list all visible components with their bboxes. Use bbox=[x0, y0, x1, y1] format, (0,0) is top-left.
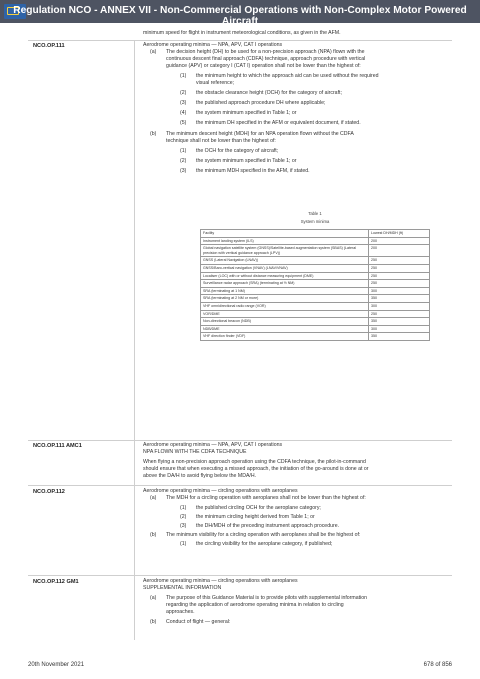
table-cell: Non-directional beacon (NDB) bbox=[201, 318, 369, 326]
table-cell: NDB/DME bbox=[201, 325, 369, 333]
list-item: the obstacle clearance height (OCH) for the category of aircraft; bbox=[196, 90, 342, 96]
table-cell: Surveillance radar approach (SRA) (terminating at ½ NM) bbox=[201, 280, 369, 288]
item-marker: (1) bbox=[180, 541, 187, 547]
para-line: The minimum descent height (MDH) for an NPA operation flown without the CDFA bbox=[166, 131, 354, 137]
rule-subtitle: NPA FLOWN WITH THE CDFA TECHNIQUE bbox=[143, 449, 247, 455]
list-item: the published approach procedure DH where applicable; bbox=[196, 100, 326, 106]
table-cell: 250 bbox=[369, 272, 430, 280]
table-row bbox=[201, 295, 430, 303]
table-cell: VHF direction finder (VDF) bbox=[201, 333, 369, 341]
rule-code: NCO.OP.111 bbox=[33, 43, 65, 49]
table-cell: Localiser (LOC) with or without distance measuring equipment (DME) bbox=[201, 272, 369, 280]
list-item: the DH/MDH of the preceding instrument approach procedure. bbox=[196, 523, 340, 529]
header-title: Regulation NCO - ANNEX VII - Non-Commercial Operations with Non-Complex Motor Powered Aircraft bbox=[13, 5, 467, 27]
item-marker: (1) bbox=[180, 505, 187, 511]
table-cell: 300 bbox=[369, 287, 430, 295]
table-cell: 350 bbox=[369, 333, 430, 341]
item-marker: (2) bbox=[180, 158, 187, 164]
table-cell: 300 bbox=[369, 325, 430, 333]
list-item: the minimum circling height derived from Table 1; or bbox=[196, 514, 315, 520]
table-row bbox=[201, 257, 430, 265]
para-line: The decision height (DH) to be used for a non-precision approach (NPA) flown with the bbox=[166, 49, 365, 55]
para-line: The purpose of this Guidance Material is to provide pilots with supplemental information bbox=[166, 595, 367, 601]
table-cell: VHF omnidirectional radio range (VOR) bbox=[201, 302, 369, 310]
table-cell: GNSS (Lateral Navigation (LNAV)) bbox=[201, 257, 369, 265]
rule-code: NCO.OP.111 AMC1 bbox=[33, 443, 82, 449]
rule-title: Aerodrome operating minima — NPA, APV, CAT I operations bbox=[143, 442, 283, 448]
item-marker: (2) bbox=[180, 514, 187, 520]
table-row bbox=[201, 230, 430, 238]
item-marker: (b) bbox=[150, 619, 157, 625]
para-line: technique shall not be lower than the highest of: bbox=[166, 138, 276, 144]
rule-title: Aerodrome operating minima — NPA, APV, CAT I operations bbox=[143, 42, 283, 48]
list-item: the minimum MDH specified in the AFM, if stated. bbox=[196, 168, 310, 174]
rule-code: NCO.OP.112 bbox=[33, 489, 65, 495]
list-item: the OCH for the category of aircraft; bbox=[196, 148, 279, 154]
table-cell: SRA (terminating at 1 NM) bbox=[201, 287, 369, 295]
table-row bbox=[201, 237, 430, 245]
table-row bbox=[201, 318, 430, 326]
rule-title: Aerodrome operating minima — circling operations with aeroplanes bbox=[143, 578, 298, 584]
list-item: the minimum DH specified in the AFM or equivalent document, if stated. bbox=[196, 120, 361, 126]
table-row bbox=[201, 302, 430, 310]
column-divider bbox=[134, 40, 135, 640]
item-marker: (3) bbox=[180, 523, 187, 529]
para-line: should ensure that when executing a missed approach, the initiation of the go-around is done at or bbox=[143, 466, 369, 472]
table-row bbox=[201, 325, 430, 333]
rule-code: NCO.OP.112 GM1 bbox=[33, 579, 79, 585]
para-line: The MDH for a circling operation with aeroplanes shall not be lower than the highest of: bbox=[166, 495, 366, 501]
list-item: visual reference; bbox=[196, 80, 235, 86]
table-cell: 250 bbox=[369, 280, 430, 288]
para-line: above the DA/H to avoid flying below the MDA/H. bbox=[143, 473, 257, 479]
item-marker: (5) bbox=[180, 120, 187, 126]
system-minima-table bbox=[200, 229, 430, 341]
rule-subtitle: SUPPLEMENTAL INFORMATION bbox=[143, 585, 222, 591]
table-cell: 200 bbox=[369, 245, 430, 257]
section-divider bbox=[28, 40, 452, 41]
section-divider bbox=[28, 575, 452, 576]
section-divider bbox=[28, 440, 452, 441]
table-row bbox=[201, 310, 430, 318]
item-marker: (a) bbox=[150, 595, 157, 601]
table-cell: 250 bbox=[369, 310, 430, 318]
table-cell: 350 bbox=[369, 295, 430, 303]
item-marker: (a) bbox=[150, 495, 157, 501]
item-marker: (b) bbox=[150, 131, 157, 137]
item-marker: (1) bbox=[180, 148, 187, 154]
page-header bbox=[0, 0, 480, 27]
footer-date: 20th November 2021 bbox=[28, 662, 85, 668]
table-cell: Facility bbox=[201, 230, 369, 238]
item-marker: (a) bbox=[150, 49, 157, 55]
table-cell: Global navigation satellite system (GNSS)/Satellite-based augmentation system (SBAS) (Lateral precision with vertical guidance approach (LPV)) bbox=[201, 245, 369, 257]
para-line: regarding the application of aerodrome operating minima in relation to circling bbox=[166, 602, 344, 608]
list-item: the system minimum specified in Table 1; or bbox=[196, 158, 297, 164]
table-cell: 200 bbox=[369, 237, 430, 245]
table-row bbox=[201, 245, 430, 257]
list-item: the published circling OCH for the aeroplane category; bbox=[196, 505, 321, 511]
para-line: guidance (APV) or category I (CAT I) operation shall not be lower than the highest of: bbox=[166, 63, 361, 69]
item-marker: (3) bbox=[180, 100, 187, 106]
table-cell: SRA (terminating at 2 NM or more) bbox=[201, 295, 369, 303]
item-marker: (1) bbox=[180, 73, 187, 79]
table-cell: GNSS/Baro-vertical navigation (VNAV) (LNAV/VNAV) bbox=[201, 264, 369, 272]
table-cell: Instrument landing system (ILS) bbox=[201, 237, 369, 245]
table-cell: 350 bbox=[369, 318, 430, 326]
table-row bbox=[201, 272, 430, 280]
table-row bbox=[201, 333, 430, 341]
list-item: the system minimum specified in Table 1; or bbox=[196, 110, 297, 116]
para-line: The minimum visibility for a circling operation with aeroplanes shall be the highest of: bbox=[166, 532, 361, 538]
table-cell: VOR/DME bbox=[201, 310, 369, 318]
list-item: the circling visibility for the aeroplane category, if published; bbox=[196, 541, 333, 547]
para-line: approaches. bbox=[166, 609, 195, 615]
rule-title: Aerodrome operating minima — circling operations with aeroplanes bbox=[143, 488, 298, 494]
table-row bbox=[201, 287, 430, 295]
table-cell: Lowest DH/MDH (ft) bbox=[369, 230, 430, 238]
item-marker: (4) bbox=[180, 110, 187, 116]
para-line: When flying a non-precision approach operation using the CDFA technique, the pilot-in-command bbox=[143, 459, 366, 465]
para-line: Conduct of flight — general: bbox=[166, 619, 231, 625]
intro-text: minimum speed for flight in instrument meteorological conditions, as given in the AFM. bbox=[143, 30, 341, 36]
table-subcaption: System minima bbox=[300, 219, 330, 224]
table-row bbox=[201, 280, 430, 288]
table-cell: 300 bbox=[369, 302, 430, 310]
table-cell: 250 bbox=[369, 257, 430, 265]
item-marker: (b) bbox=[150, 532, 157, 538]
list-item: the minimum height to which the approach aid can be used without the required bbox=[196, 73, 379, 79]
para-line: continuous descent final approach (CDFA) technique, approach procedure with vertical bbox=[166, 56, 366, 62]
footer-page-number: 678 of 856 bbox=[423, 662, 452, 668]
section-divider bbox=[28, 485, 452, 486]
table-cell: 250 bbox=[369, 264, 430, 272]
table-row bbox=[201, 264, 430, 272]
item-marker: (3) bbox=[180, 168, 187, 174]
table-caption: Table 1 bbox=[308, 211, 322, 216]
item-marker: (2) bbox=[180, 90, 187, 96]
